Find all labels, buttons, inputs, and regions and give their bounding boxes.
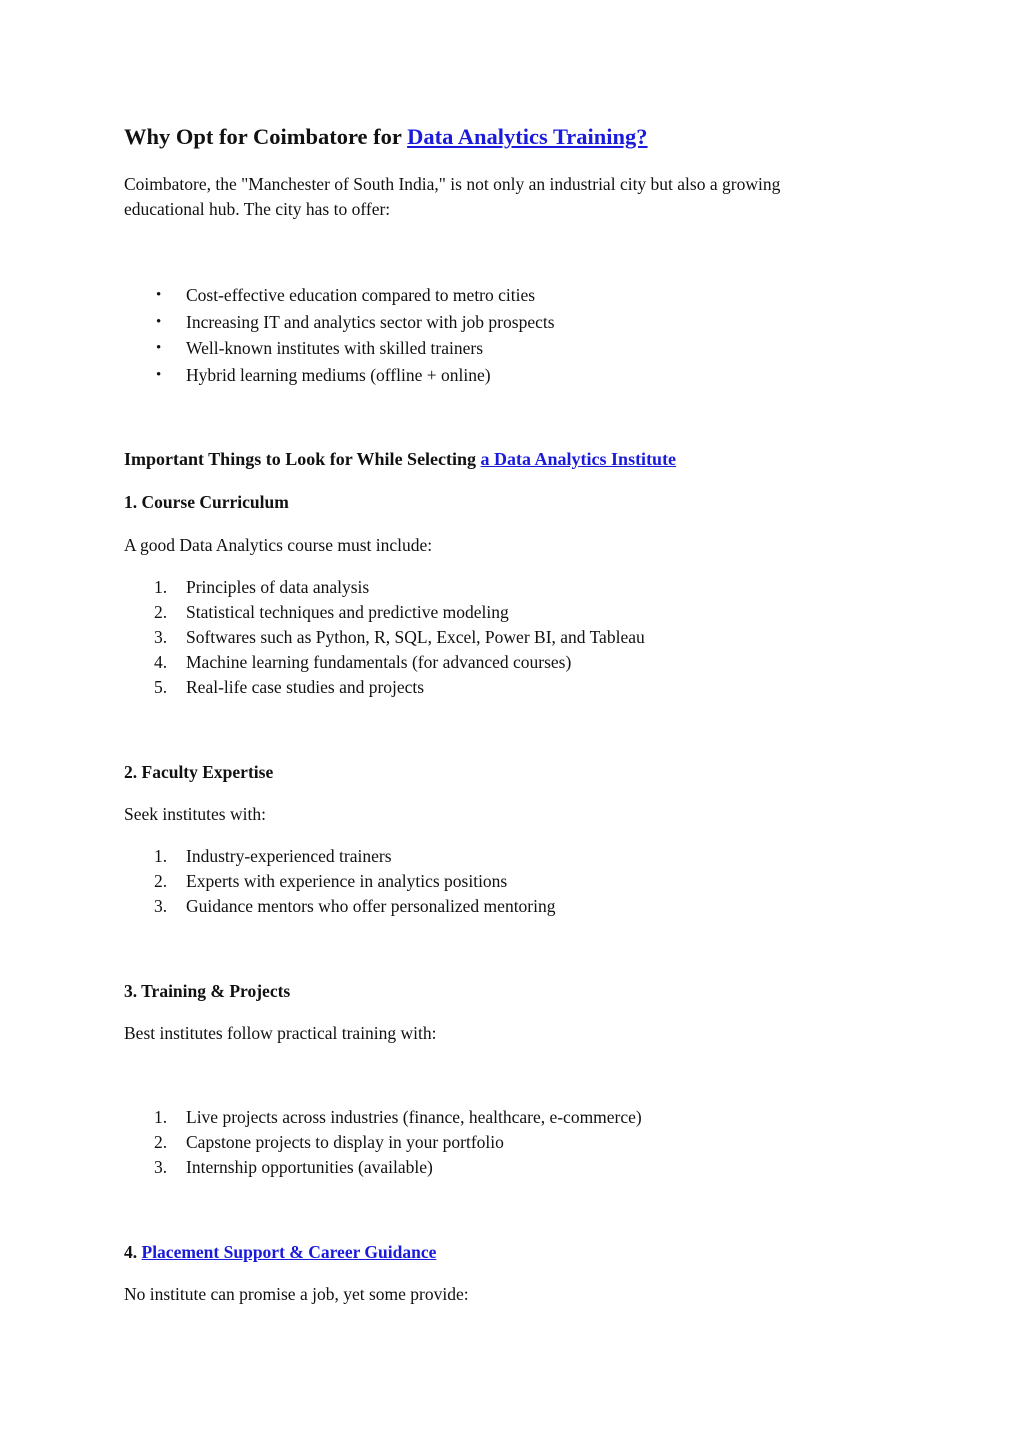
list-item-text: Increasing IT and analytics sector with job prospects xyxy=(186,311,555,332)
list-item-text: Well-known institutes with skilled trainers xyxy=(186,338,484,358)
list-number: 1. xyxy=(154,1107,168,1127)
list-item xyxy=(124,844,556,869)
benefits-list xyxy=(124,282,555,388)
bullet-icon: • xyxy=(156,287,162,303)
list-number: 1. xyxy=(154,577,168,597)
list-number: 3. xyxy=(154,896,168,916)
bullet-icon: • xyxy=(156,313,162,330)
list-number: 1. xyxy=(154,846,168,866)
list-item-text: Experts with experience in analytics positions xyxy=(186,871,508,891)
list-item-text: Industry-experienced trainers xyxy=(186,846,392,866)
list-item-text: Statistical techniques and predictive modeling xyxy=(186,602,509,622)
list-item xyxy=(124,625,645,650)
training-intro: Best institutes follow practical training with: xyxy=(124,1023,437,1043)
faculty-list xyxy=(124,844,556,919)
faculty-heading: 2. Faculty Expertise xyxy=(124,762,274,782)
list-item-text: Guidance mentors who offer personalized mentoring xyxy=(186,896,556,916)
list-number: 3. xyxy=(154,627,168,647)
section-heading-text: Important Things to Look for While Selecting xyxy=(124,449,481,469)
placement-heading-prefix: 4. xyxy=(124,1242,142,1262)
intro-paragraph: Coimbatore, the "Manchester of South India," is not only an industrial city but also a growing educational hub. The city has to offer: xyxy=(124,174,781,219)
list-item xyxy=(124,362,555,389)
placement-support-link[interactable]: Placement Support & Career Guidance xyxy=(141,1242,437,1262)
list-item xyxy=(124,335,555,362)
placement-intro: No institute can promise a job, yet some provide: xyxy=(124,1284,469,1304)
bullet-icon: • xyxy=(156,366,162,383)
list-item-text: Softwares such as Python, R, SQL, Excel, Power BI, and Tableau xyxy=(186,627,645,647)
training-list xyxy=(124,1105,642,1180)
data-analytics-training-link[interactable]: Data Analytics Training? xyxy=(407,124,648,149)
list-item xyxy=(124,1130,642,1155)
list-item-text: Principles of data analysis xyxy=(186,577,370,597)
list-item xyxy=(124,282,555,309)
list-number: 2. xyxy=(154,602,168,622)
list-item-text: Cost-effective education compared to metro cities xyxy=(186,285,536,305)
list-item-text: Live projects across industries (finance, healthcare, e-commerce) xyxy=(186,1107,642,1127)
list-item xyxy=(124,869,556,894)
list-item xyxy=(124,600,645,625)
list-item-text: Internship opportunities (available) xyxy=(186,1157,433,1177)
bullet-icon: • xyxy=(156,340,162,356)
curriculum-list xyxy=(124,575,645,700)
list-item-text: Machine learning fundamentals (for advanced courses) xyxy=(186,652,572,672)
curriculum-intro: A good Data Analytics course must include: xyxy=(124,535,433,555)
list-item-text: Real-life case studies and projects xyxy=(186,677,425,697)
page-title xyxy=(124,123,648,151)
list-item xyxy=(124,675,645,700)
placement-heading xyxy=(124,1240,436,1264)
list-item xyxy=(124,650,645,675)
list-item xyxy=(124,309,555,336)
list-number: 2. xyxy=(154,871,168,891)
page-title-text: Why Opt for Coimbatore for xyxy=(124,124,408,149)
list-number: 4. xyxy=(154,652,168,672)
curriculum-heading: 1. Course Curriculum xyxy=(124,492,289,512)
list-number: 3. xyxy=(154,1157,168,1177)
list-item-text: Capstone projects to display in your portfolio xyxy=(186,1132,504,1152)
list-item xyxy=(124,1155,642,1180)
list-item-text: Hybrid learning mediums (offline + online) xyxy=(186,364,491,385)
list-number: 2. xyxy=(154,1132,168,1152)
list-item xyxy=(124,1105,642,1130)
training-heading: 3. Training & Projects xyxy=(124,981,291,1001)
list-item xyxy=(124,894,556,919)
data-analytics-institute-link[interactable]: a Data Analytics Institute xyxy=(480,449,677,469)
list-number: 5. xyxy=(154,677,168,697)
list-item xyxy=(124,575,645,600)
faculty-intro: Seek institutes with: xyxy=(124,804,266,824)
section-heading xyxy=(124,447,676,471)
